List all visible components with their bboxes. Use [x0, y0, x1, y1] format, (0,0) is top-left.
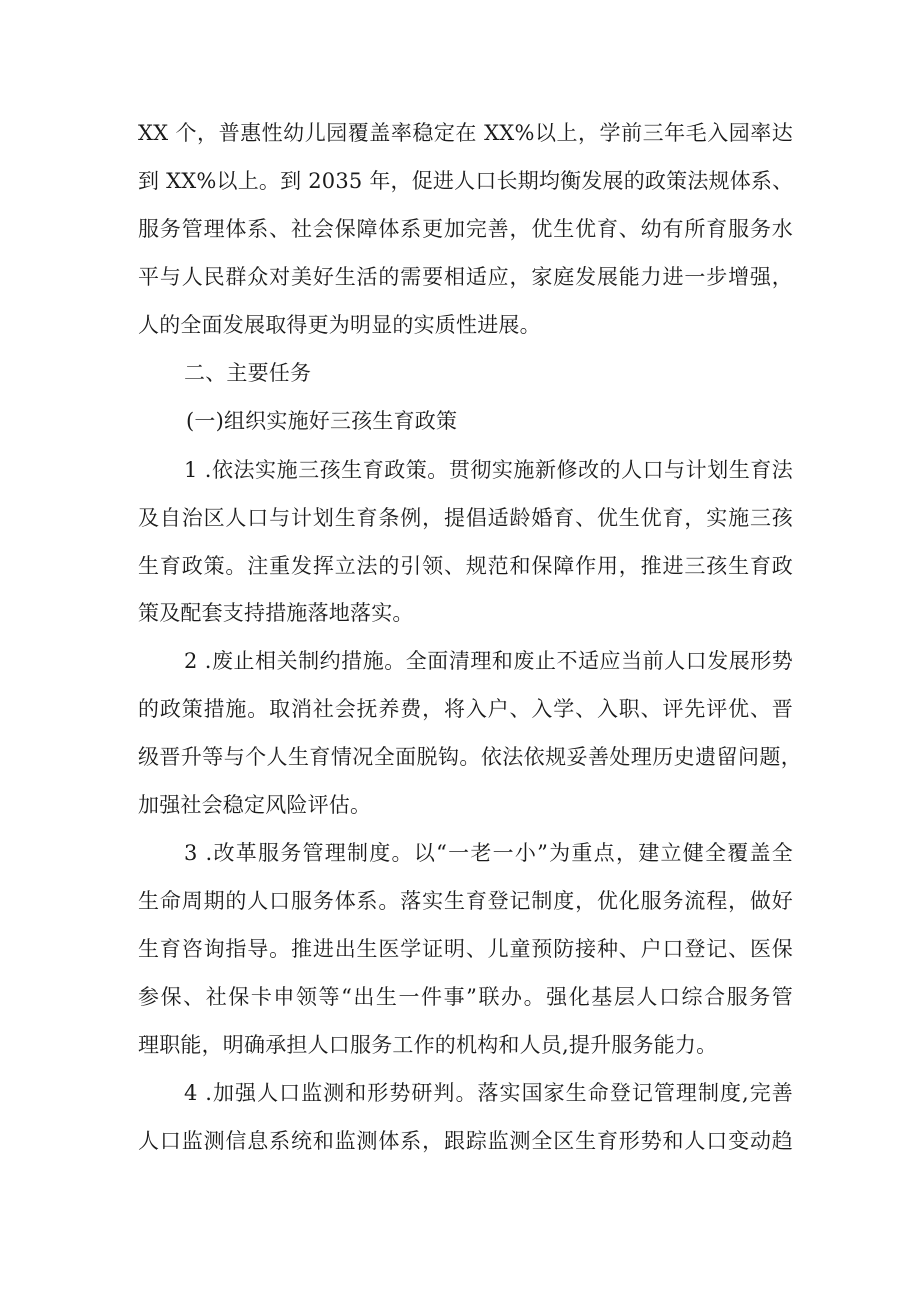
text-line: 理职能，明确承担人口服务工作的机构和人员,提升服务能力。 — [138, 1033, 718, 1057]
text-line: 1 .依法实施三孩生育政策。贯彻实施新修改的人口与计划生育法 — [184, 458, 793, 482]
text-line: 人的全面发展取得更为明显的实质性进展。 — [138, 313, 541, 337]
text-line: 加强社会稳定风险评估。 — [138, 793, 372, 817]
text-line: 2 .废止相关制约措施。全面清理和废止不适应当前人口发展形势 — [184, 649, 793, 673]
text-line: 生育咨询指导。推进出生医学证明、儿童预防接种、户口登记、医保 — [138, 937, 793, 961]
text-line: 生育政策。注重发挥立法的引领、规范和保障作用，推进三孩生育政 — [138, 554, 793, 578]
text-line: 到 XX%以上。到 2035 年，促进人口长期均衡发展的政策法规体系、 — [138, 169, 794, 193]
text-line: 参保、社保卡申领等“出生一件事”联办。强化基层人口综合服务管 — [138, 985, 793, 1009]
text-line: 及自治区人口与计划生育条例，提倡适龄婚育、优生优育，实施三孩 — [138, 506, 793, 530]
text-line: 人口监测信息系统和监测体系，跟踪监测全区生育形势和人口变动趋 — [138, 1129, 793, 1153]
text-line: 级晋升等与个人生育情况全面脱钩。依法依规妥善处理历史遗留问题， — [138, 745, 802, 769]
text-line: 服务管理体系、社会保障体系更加完善，优生优育、幼有所育服务水 — [138, 217, 793, 241]
text-line: 3 .改革服务管理制度。以“一老一小”为重点，建立健全覆盖全 — [184, 841, 793, 865]
text-line: 平与人民群众对美好生活的需要相适应，家庭发展能力进一步增强， — [138, 265, 793, 289]
text-line: 4 .加强人口监测和形势研判。落实国家生命登记管理制度,完善 — [184, 1081, 793, 1105]
text-line: 策及配套支持措施落地落实。 — [138, 601, 414, 625]
text-line: 生命周期的人口服务体系。落实生育登记制度，优化服务流程，做好 — [138, 889, 793, 913]
section-heading: 二、主要任务 — [184, 361, 312, 385]
subsection-heading: (一)组织实施好三孩生育政策 — [186, 409, 458, 433]
text-line: 的政策措施。取消社会抚养费，将入户、入学、入职、评先评优、晋 — [138, 697, 793, 721]
text-line: XX 个，普惠性幼儿园覆盖率稳定在 XX%以上，学前三年毛入园率达 — [138, 121, 793, 145]
